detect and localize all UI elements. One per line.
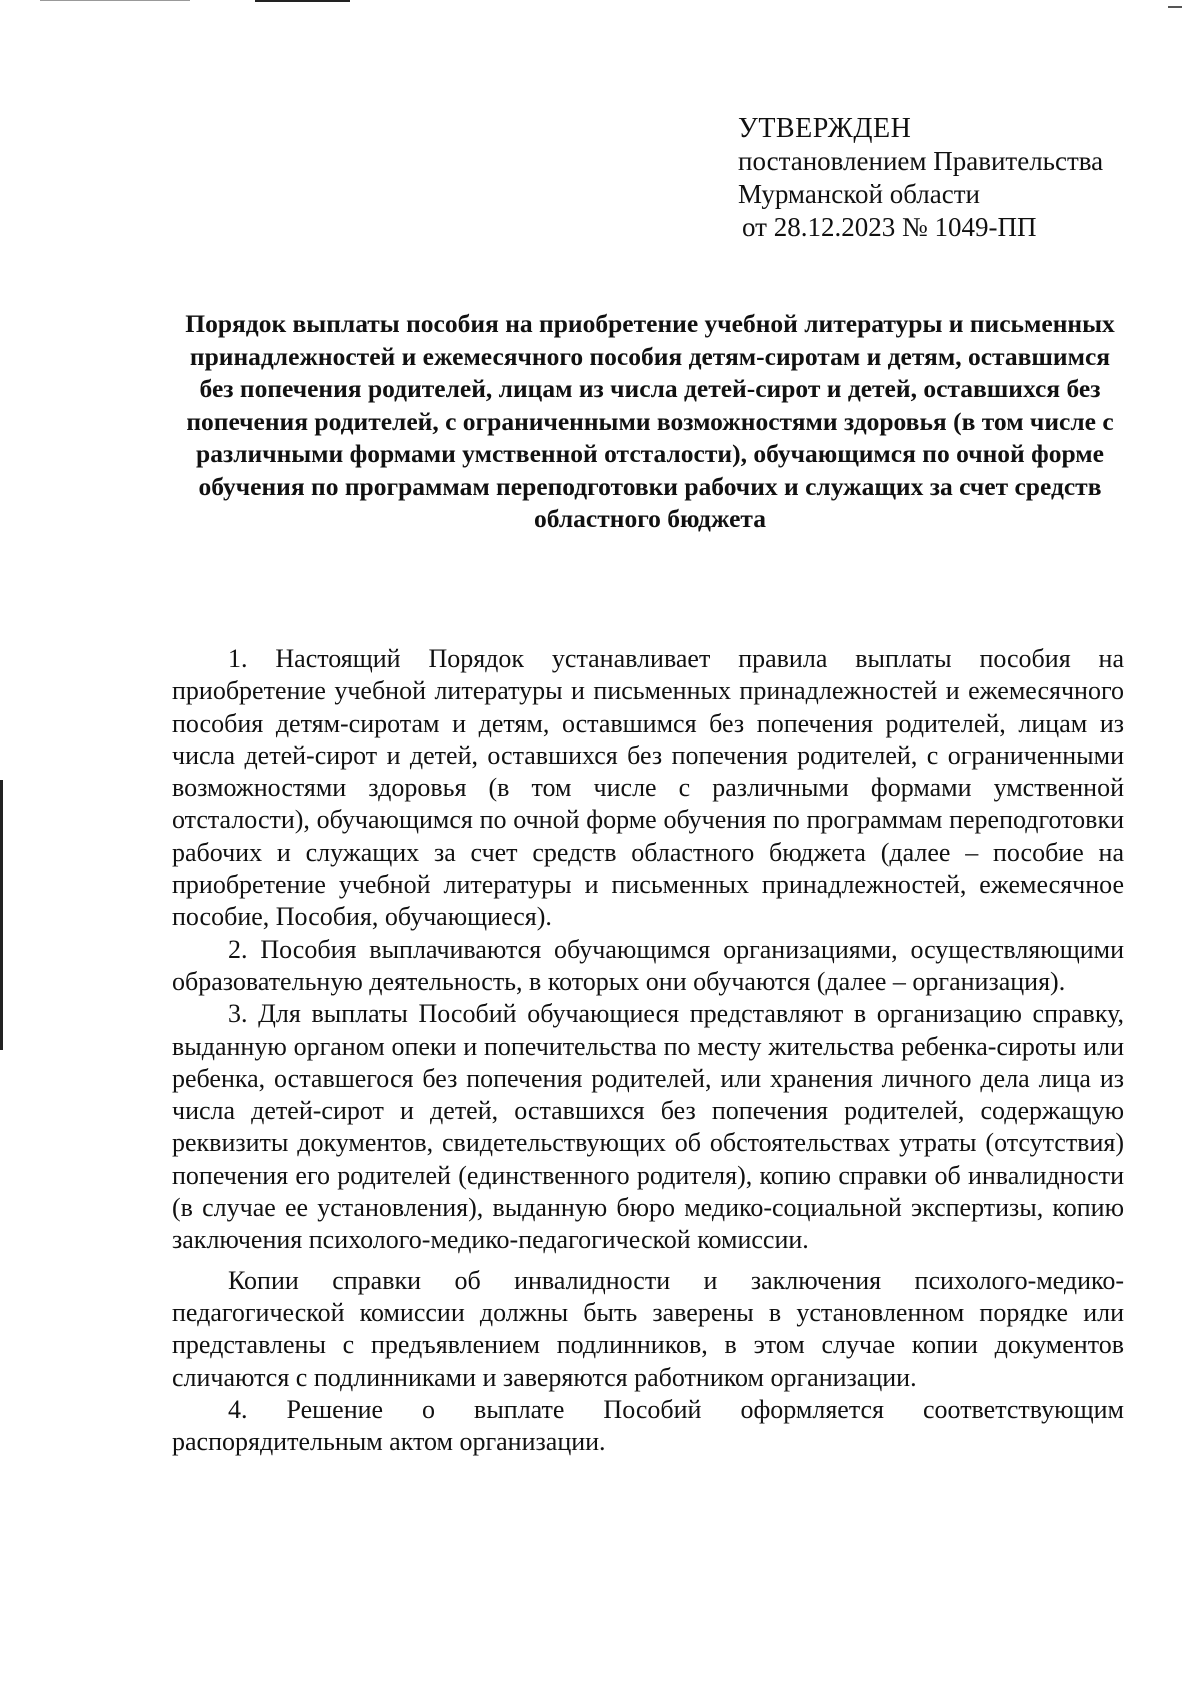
paragraph-2: 2. Пособия выплачиваются обучающимся организациями, осуществляющими образовательную деятельность, в которых они обучаются (далее – организация). — [172, 934, 1124, 996]
paragraph-1: 1. Настоящий Порядок устанавливает правила выплаты пособия на приобретение учебной литературы и письменных принадлежностей и ежемесячного пособия детям-сиротам и детям, оставшимся без попечения родителей, лицам из числа детей-сирот и детей, оставшихся без попечения родителей, с ограниченными возможностями здоровья (в том числе с различными формами умственной отсталости), обучающимся по очной форме обучения по программам переподготовки рабочих и служащих за счет средств областного бюджета (далее – пособие на приобретение учебной литературы и письменных принадлежностей, ежемесячное пособие, Пособия, обучающиеся). — [172, 644, 1124, 932]
scan-artifact-top-left-faint — [40, 0, 190, 1]
scan-artifact-top-right — [1168, 6, 1182, 8]
scan-artifact-top-left — [255, 0, 350, 2]
document-body — [172, 643, 1124, 1458]
approval-heading: УТВЕРЖДЕН — [738, 113, 912, 144]
approval-block — [738, 112, 1168, 244]
approval-region: Мурманской области — [738, 179, 980, 209]
approval-issuer: постановлением Правительства — [738, 146, 1104, 176]
document-title: Порядок выплаты пособия на приобретение учебной литературы и письменных принадлежностей и ежемесячного пособия детям-сиротам и детям, оставшимся без попечения родителей, лицам из числа детей-сирот и детей, оставшихся без попечения родителей, с ограниченными возможностями здоровья (в том числе с различными формами умственной отсталости), обучающимся по очной форме обучения по программам переподготовки рабочих и служащих за счет средств областного бюджета — [185, 309, 1115, 533]
paragraph-3: 3. Для выплаты Пособий обучающиеся представляют в организацию справку, выданную органом опеки и попечительства по месту жительства ребенка-сироты или ребенка, оставшегося без попечения родителей, или хранения личного дела лица из числа детей-сирот и детей, оставшихся без попечения родителей, содержащую реквизиты документов, свидетельствующих об обстоятельствах утраты (отсутствия) попечения его родителей (единственного родителя), копию справки об инвалидности (в случае ее установления), выданную бюро медико-социальной экспертизы, копию заключения психолого-медико-педагогической комиссии. — [172, 999, 1124, 1255]
approval-date-number: от 28.12.2023 № 1049-ПП — [742, 212, 1037, 242]
scan-artifact-left-edge — [0, 780, 3, 1050]
paragraph-3-continuation: Копии справки об инвалидности и заключения психолого-медико-педагогической комиссии должны быть заверены в установленном порядке или представлены с предъявлением подлинников, в этом случае копии документов сличаются с подлинниками и заверяются работником организации. — [172, 1265, 1124, 1392]
paragraph-4: 4. Решение о выплате Пособий оформляется соответствующим распорядительным актом организации. — [172, 1394, 1124, 1457]
